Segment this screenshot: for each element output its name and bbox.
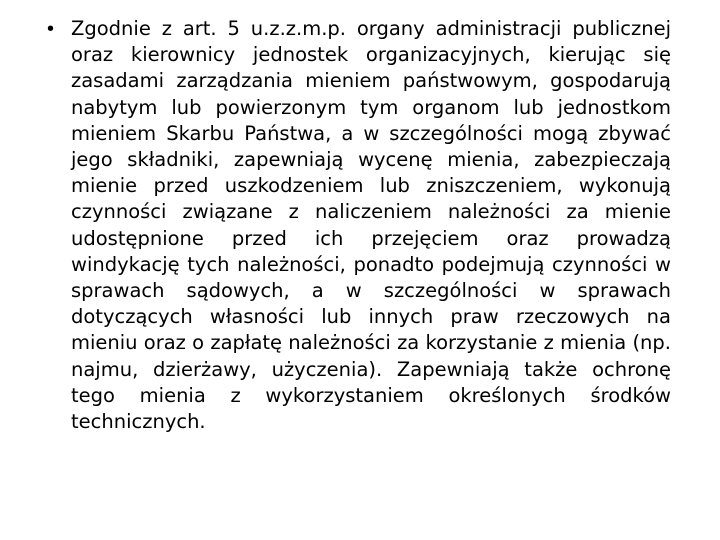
bullet-item: [47, 16, 671, 435]
bullet-paragraph: Zgodnie z art. 5 u.z.z.m.p. organy administracji publicznej oraz kierownicy jednostek organizacyjnych, kierując się zasadami zarządzania mieniem państwowym, gospodarują nabytym lub powierzonym tym organom lub jednostkom mieniem Skarbu Państwa, a w szczególności mogą zbywać jego składniki, zapewniają wycenę mienia, zabezpieczają mienie przed uszkodzeniem lub zniszczeniem, wykonują czynności związane z naliczeniem należności za mienie udostępnione przed ich przejęciem oraz prowadzą windykację tych należności, ponadto podejmują czynności w sprawach sądowych, a w szczególności w sprawach dotyczących własności lub innych praw rzeczowych na mieniu oraz o zapłatę należności za korzystanie z mienia (np. najmu, dzierżawy, użyczenia). Zapewniają także ochronę tego mienia z wykorzystaniem określonych środków technicznych.: [71, 17, 671, 434]
bullet-marker: •: [47, 18, 55, 40]
